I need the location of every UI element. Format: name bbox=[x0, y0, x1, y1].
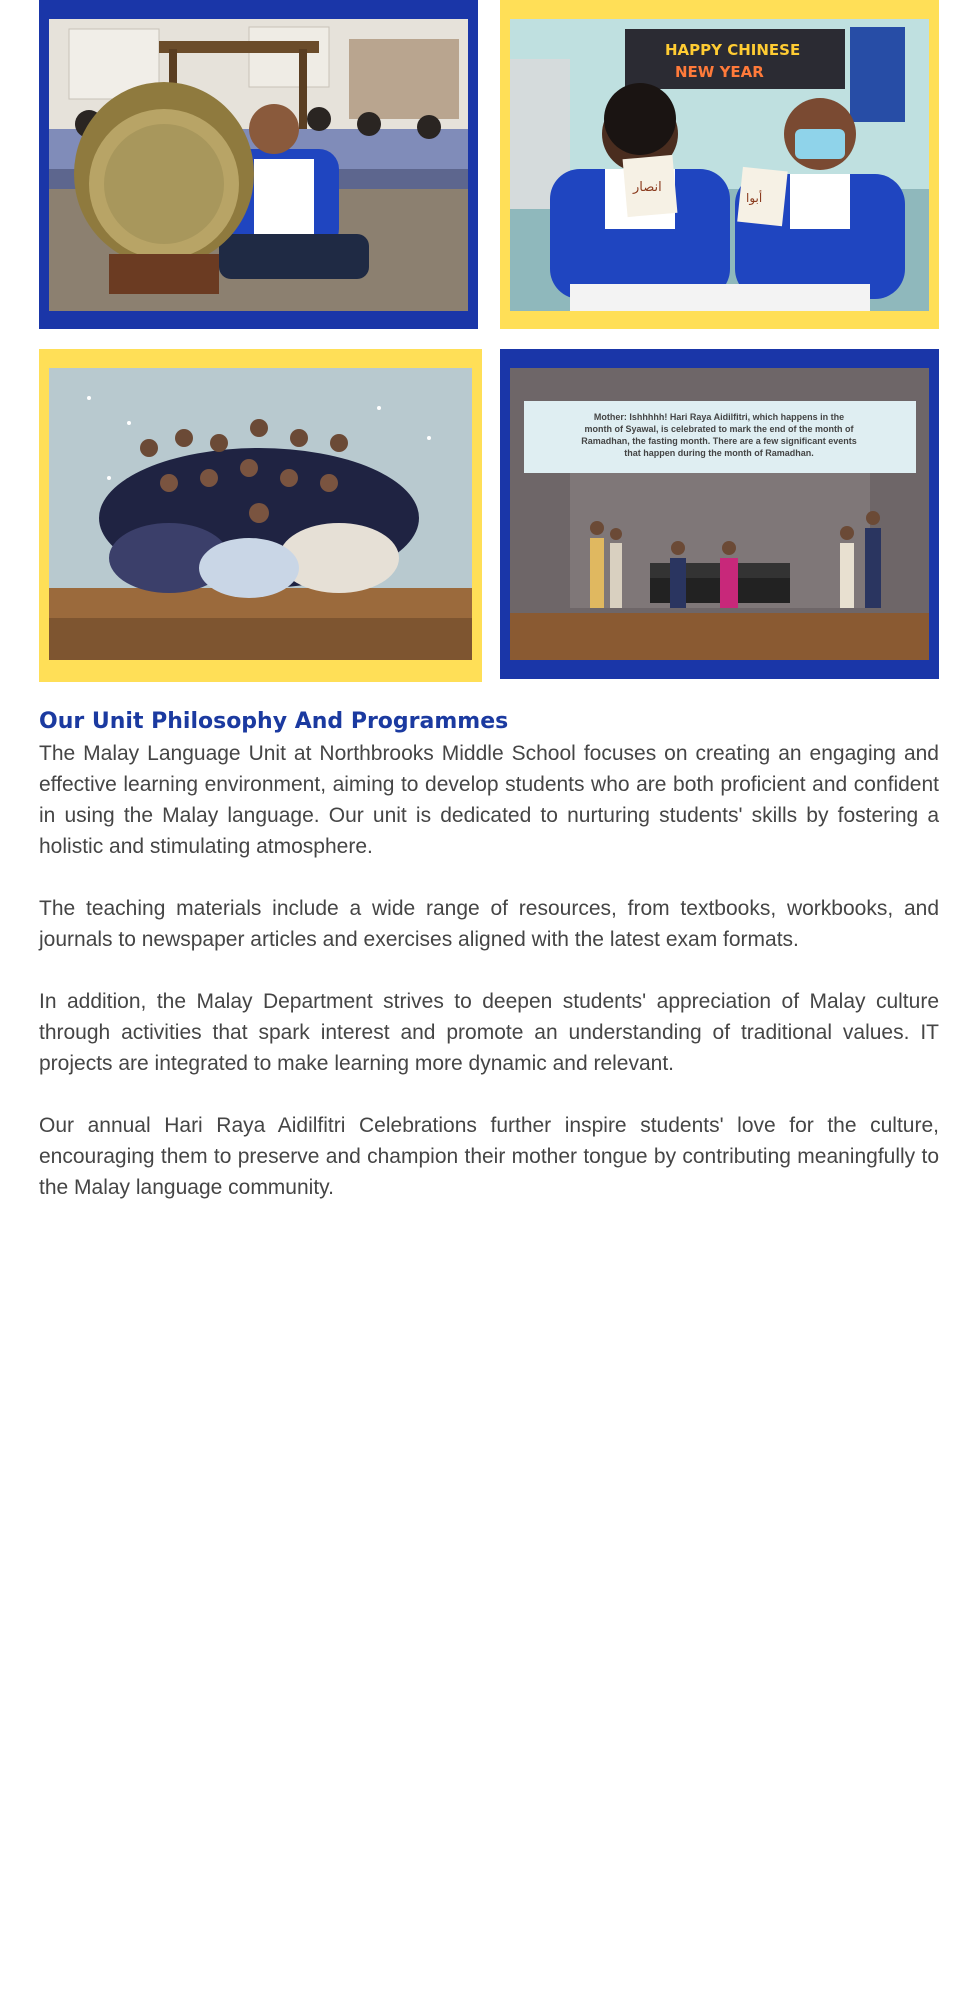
paragraph-culture: In addition, the Malay Department strives to deepen students' appreciation of Malay culture through activities that spark interest and promote an understanding of traditional values. IT projects are integrated to make learning more dynamic and relevant. bbox=[39, 990, 939, 1075]
banner-line-1: Mother: Ishhhhh! Hari Raya Aidilfitri, which happens in the bbox=[593, 412, 845, 422]
dance-performance-stage-photo[interactable] bbox=[49, 368, 472, 660]
banner-line-4: that happen during the month of Ramadhan. bbox=[624, 448, 814, 458]
paragraph-materials: The teaching materials include a wide range of resources, from textbooks, workbooks, and journals to newspaper articles and exercises aligned with the latest exam formats. bbox=[39, 897, 939, 951]
photo-frame-dance bbox=[39, 349, 482, 682]
photo-frame-gamelan bbox=[39, 0, 478, 329]
card-left-text: انصار bbox=[633, 180, 662, 195]
paragraph-intro: The Malay Language Unit at Northbrooks Middle School focuses on creating an engaging and effective learning environment, aiming to develop students who are both proficient and confident in using the Malay language. Our unit is dedicated to nurturing students' skills by fostering a holistic and stimulating atmosphere. bbox=[39, 742, 939, 858]
students-gamelan-drum-photo[interactable] bbox=[49, 19, 468, 311]
card-right-text: أبوا bbox=[746, 191, 763, 205]
section-title: Our Unit Philosophy And Programmes bbox=[39, 709, 509, 734]
unit-philosophy-section bbox=[39, 706, 939, 1234]
poster-line-2: NEW YEAR bbox=[675, 63, 764, 81]
poster-line-1: HAPPY CHINESE bbox=[665, 41, 801, 59]
banner-line-2: month of Syawal, is celebrated to mark the end of the month of bbox=[584, 424, 854, 434]
photo-gallery bbox=[39, 0, 939, 680]
students-holding-jawi-cards-photo[interactable] bbox=[510, 19, 929, 311]
drama-performance-stage-photo[interactable] bbox=[510, 368, 929, 660]
photo-frame-cards bbox=[500, 0, 939, 329]
banner-line-3: Ramadhan, the fasting month. There are a few significant events bbox=[581, 436, 857, 446]
paragraph-celebrations: Our annual Hari Raya Aidilfitri Celebrations further inspire students' love for the culture, encouraging them to preserve and champion their mother tongue by contributing meaningfully to the Malay language community. bbox=[39, 1114, 939, 1199]
photo-frame-drama bbox=[500, 349, 939, 679]
